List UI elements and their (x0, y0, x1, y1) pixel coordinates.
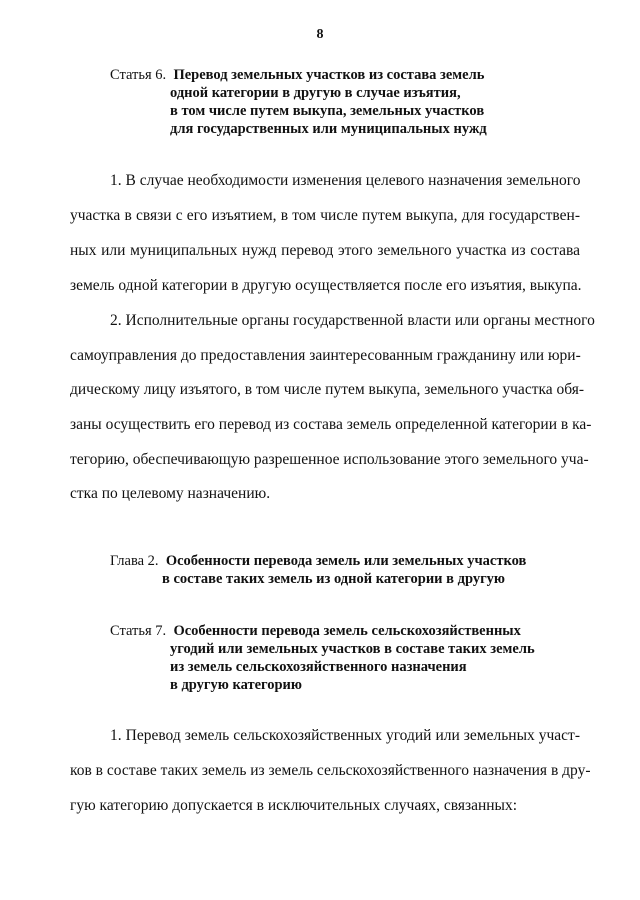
para-3-line-3: гую категорию допускается в исключительных случаях, связанных: (70, 797, 518, 814)
article-6-prefix: Статья 6. (110, 67, 170, 83)
para-1-line-4: земель одной категории в другую осуществляется после его изъятия, выкупа. (70, 277, 582, 294)
article-6-title-line-3: в том числе путем выкупа, земельных участков (170, 103, 485, 119)
para-2-line-2: самоуправления до предоставления заинтересованным гражданину или юри- (70, 347, 581, 364)
article-7-title-line-1: Особенности перевода земель сельскохозяйственных (173, 623, 521, 639)
para-2-line-3: дическому лицу изъятого, в том числе путем выкупа, земельного участка обя- (70, 381, 585, 398)
para-2-line-6: стка по целевому назначению. (70, 485, 271, 502)
chapter-2-title-line-1: Особенности перевода земель или земельных участков (165, 553, 527, 569)
article-7-title-line-3: из земель сельскохозяйственного назначения (170, 659, 467, 675)
para-1-line-3: ных или муниципальных нужд перевод этого земельного участка из состава (70, 242, 580, 259)
article-7-title-line-2: угодий или земельных участков в составе таких земель (170, 641, 535, 657)
article-7-title-line-4: в другую категорию (170, 677, 302, 693)
para-3-line-1: 1. Перевод земель сельскохозяйственных угодий или земельных участ- (110, 727, 580, 744)
para-2-line-4: заны осуществить его перевод из состава земель определенной категории в ка- (70, 416, 592, 433)
para-1-line-2: участка в связи с его изъятием, в том числе путем выкупа, для государствен- (70, 207, 580, 224)
chapter-2-prefix: Глава 2. (110, 553, 163, 569)
chapter-2-heading (110, 552, 526, 588)
para-3-line-2: ков в составе таких земель из земель сельскохозяйственного назначения в дру- (70, 762, 591, 779)
para-1-line-1: 1. В случае необходимости изменения целевого назначения земельного (110, 172, 581, 189)
article-7-heading (110, 622, 535, 694)
article-6-title-line-1: Перевод земельных участков из состава земель (173, 67, 485, 83)
page-number: 8 (316, 27, 324, 42)
article-7-prefix: Статья 7. (110, 623, 170, 639)
para-2-line-5: тегорию, обеспечивающую разрешенное использование этого земельного уча- (70, 451, 589, 468)
para-2-line-1: 2. Исполнительные органы государственной власти или органы местного (110, 312, 595, 329)
chapter-2-title-line-2: в составе таких земель из одной категории в другую (162, 571, 505, 587)
article-6-title-line-2: одной категории в другую в случае изъятия, (170, 85, 461, 101)
article-6-heading (110, 66, 487, 138)
article-6-title-line-4: для государственных или муниципальных нужд (170, 121, 487, 137)
